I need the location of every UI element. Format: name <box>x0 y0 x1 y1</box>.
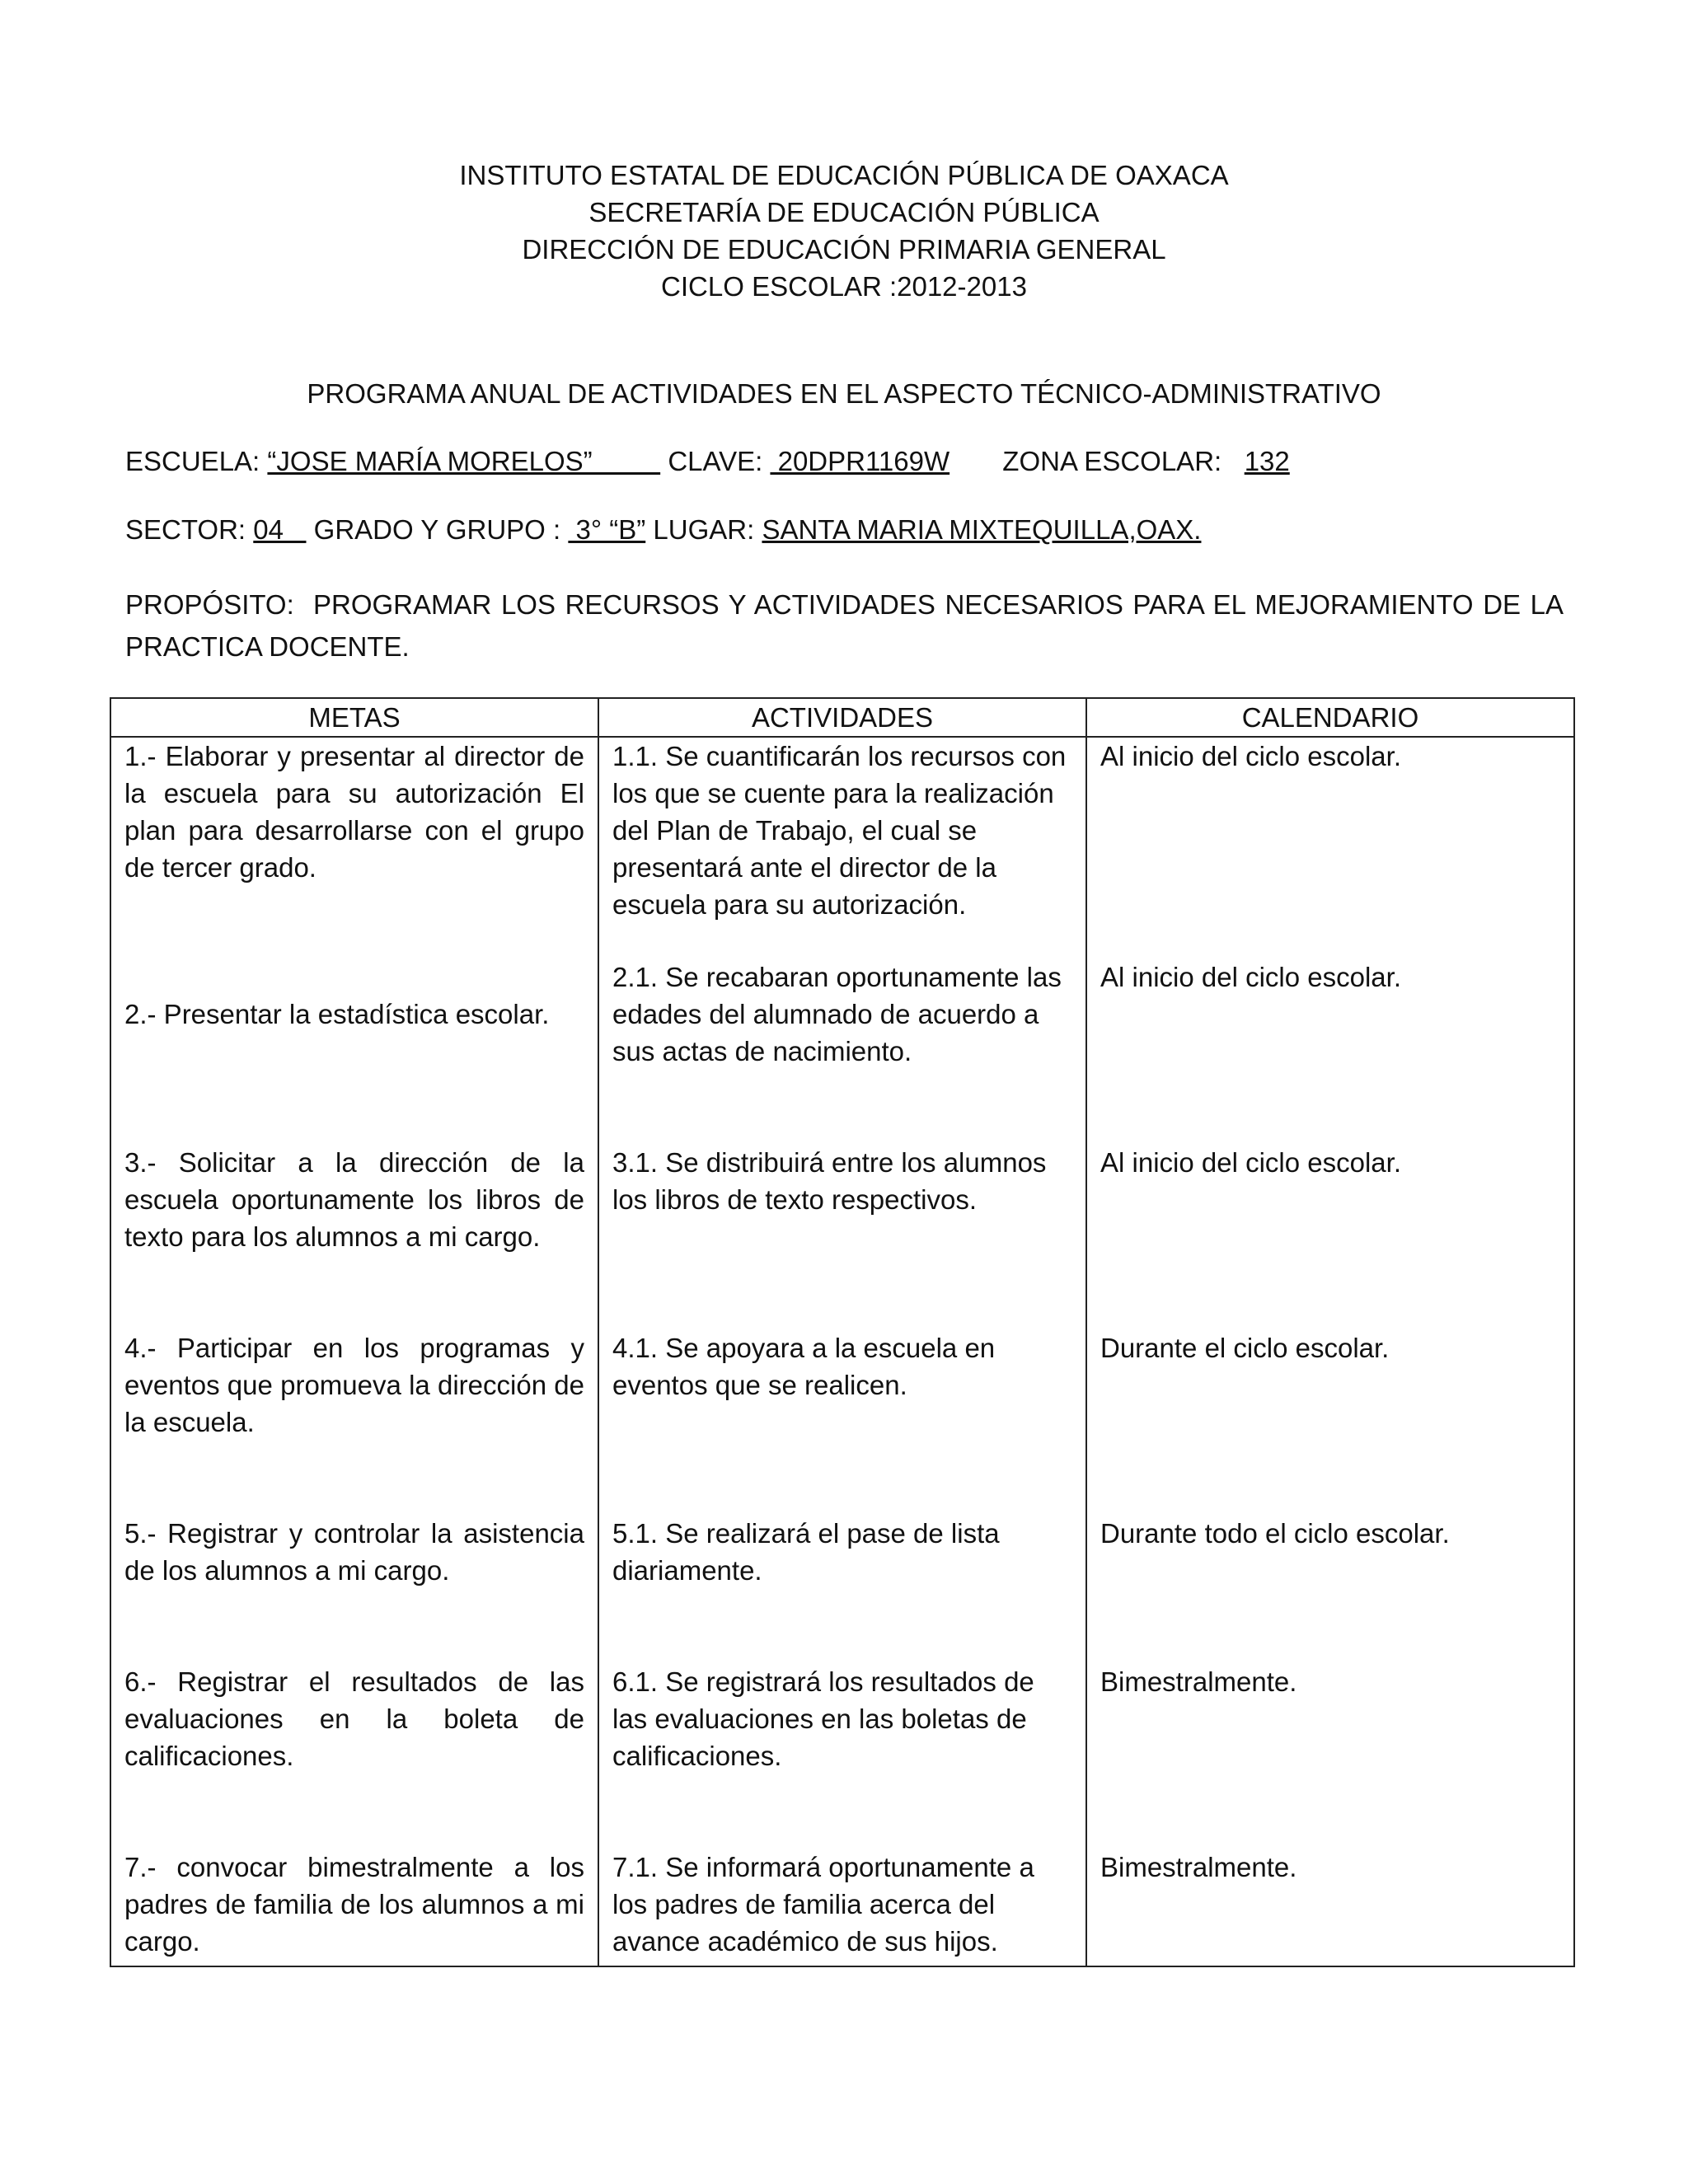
meta-item: 4.- Participar en los programas y eventos que promueva la dirección de la escuela. <box>124 1333 584 1437</box>
sector-label: SECTOR: <box>125 514 254 545</box>
meta-item: 3.- Solicitar a la dirección de la escuela oportunamente los libros de texto para los alumnos a mi cargo. <box>124 1147 584 1252</box>
meta-item: 5.- Registrar y controlar la asistencia de los alumnos a mi cargo. <box>124 1518 584 1586</box>
purpose-paragraph <box>125 583 1564 668</box>
header-calendario: CALENDARIO <box>1086 698 1574 737</box>
calendario-column <box>1086 737 1574 1966</box>
clave-label: CLAVE: <box>660 446 771 476</box>
activity-item: 1.1. Se cuantificarán los recursos con los que se cuente para la realización del Plan de Trabajo, el cual se presentará ante el director de la escuela para su autorización. <box>612 741 1067 920</box>
school-info-line <box>125 443 1290 480</box>
sector-value: 04 <box>253 514 307 545</box>
table-body-row <box>110 737 1574 1966</box>
calendar-item: Al inicio del ciclo escolar. <box>1100 741 1401 771</box>
document-header <box>0 157 1688 305</box>
calendar-item: Al inicio del ciclo escolar. <box>1100 1147 1401 1178</box>
activity-item: 7.1. Se informará oportunamente a los padres de familia acerca del avance académico de sus hijos. <box>612 1852 1034 1957</box>
activity-item: 2.1. Se recabaran oportunamente las edades del alumnado de acuerdo a sus actas de nacimiento. <box>612 962 1062 1066</box>
meta-item: 6.- Registrar el resultados de las evaluaciones en la boleta de calificaciones. <box>124 1666 584 1771</box>
clave-value: 20DPR1169W <box>770 446 950 476</box>
activity-item: 6.1. Se registrará los resultados de las evaluaciones en las boletas de calificaciones. <box>612 1666 1034 1771</box>
purpose-label: PROPÓSITO: <box>125 589 313 620</box>
program-title: PROGRAMA ANUAL DE ACTIVIDADES EN EL ASPECTO TÉCNICO-ADMINISTRATIVO <box>307 378 1381 409</box>
header-actividades: ACTIVIDADES <box>598 698 1086 737</box>
institute-name: INSTITUTO ESTATAL DE EDUCACIÓN PÚBLICA DE OAXACA <box>459 160 1229 190</box>
activities-table <box>110 697 1575 1967</box>
secretariat-name: SECRETARÍA DE EDUCACIÓN PÚBLICA <box>588 197 1100 227</box>
activity-item: 3.1. Se distribuirá entre los alumnos los libros de texto respectivos. <box>612 1147 1047 1215</box>
directorate-name: DIRECCIÓN DE EDUCACIÓN PRIMARIA GENERAL <box>522 234 1166 265</box>
calendar-item: Durante todo el ciclo escolar. <box>1100 1518 1450 1549</box>
actividades-column <box>598 737 1086 1966</box>
lugar-label: LUGAR: <box>645 514 762 545</box>
school-label: ESCUELA: <box>125 446 268 476</box>
meta-item: 1.- Elaborar y presentar al director de la escuela para su autorización El plan para desarrollarse con el grupo de tercer grado. <box>124 741 584 883</box>
activity-item: 4.1. Se apoyara a la escuela en eventos que se realicen. <box>612 1333 996 1400</box>
activity-item: 5.1. Se realizará el pase de lista diariamente. <box>612 1518 1000 1586</box>
lugar-value: SANTA MARIA MIXTEQUILLA,OAX. <box>762 514 1202 545</box>
calendar-item: Durante el ciclo escolar. <box>1100 1333 1390 1363</box>
school-name: “JOSE MARÍA MORELOS” <box>267 446 661 476</box>
zona-label: ZONA ESCOLAR: <box>950 446 1245 476</box>
sector-info-line <box>125 511 1201 548</box>
calendar-item: Bimestralmente. <box>1100 1666 1297 1697</box>
meta-item: 7.- convocar bimestralmente a los padres de familia de los alumnos a mi cargo. <box>124 1852 584 1957</box>
meta-item: 2.- Presentar la estadística escolar. <box>124 999 550 1029</box>
calendar-item: Al inicio del ciclo escolar. <box>1100 962 1401 992</box>
header-metas: METAS <box>110 698 598 737</box>
grado-label: GRADO Y GRUPO : <box>306 514 569 545</box>
zona-value: 132 <box>1244 446 1290 476</box>
table-header-row <box>110 698 1574 737</box>
purpose-text: PROGRAMAR LOS RECURSOS Y ACTIVIDADES NECESARIOS PARA EL MEJORAMIENTO DE LA PRACTICA DOCENTE. <box>125 589 1564 662</box>
calendar-item: Bimestralmente. <box>1100 1852 1297 1882</box>
metas-column <box>110 737 598 1966</box>
school-year: CICLO ESCOLAR :2012-2013 <box>661 271 1027 302</box>
grado-value: 3° “B” <box>568 514 646 545</box>
